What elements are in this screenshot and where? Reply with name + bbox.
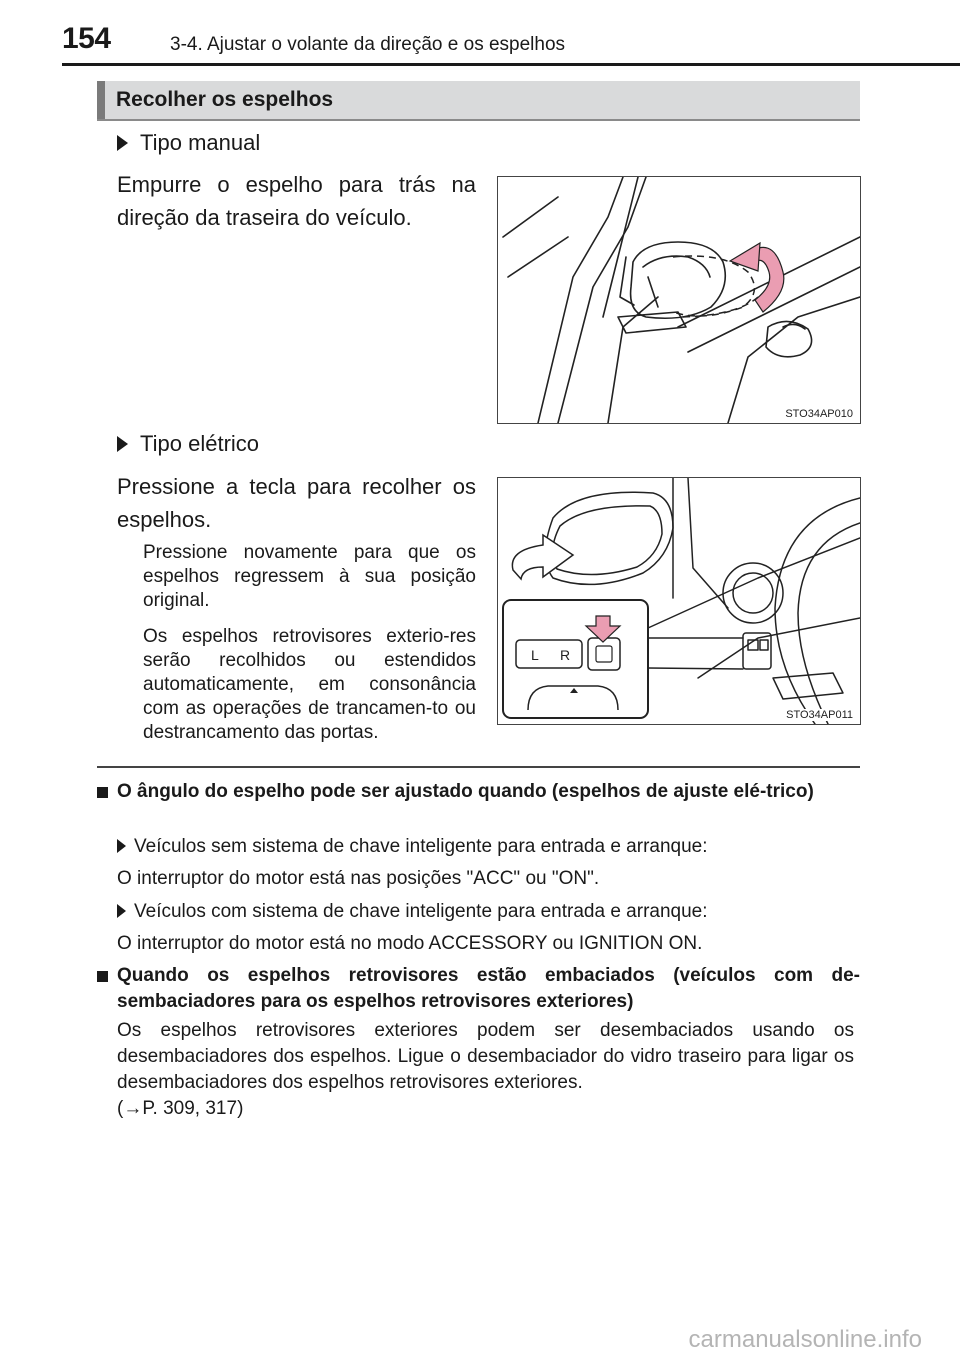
angle-text-no-smartkey: O interruptor do motor está nas posições "ACC" ou "ON". (117, 868, 600, 889)
angle-heading: O ângulo do espelho pode ser ajustado quando (espelhos de ajuste elé-trico) (117, 781, 814, 802)
mirror-fold-illustration (498, 177, 860, 423)
triangle-bullet-icon (117, 839, 126, 853)
page-number: 154 (62, 22, 111, 55)
angle-sub-no-smartkey: Veículos sem sistema de chave inteligente para entrada e arranque: (117, 834, 708, 860)
chapter-title: 3-4. Ajustar o volante da direção e os espelhos (170, 34, 566, 55)
angle-text-smartkey: O interruptor do motor está no modo ACCESSORY ou IGNITION ON. (117, 933, 703, 954)
square-bullet-icon (97, 787, 108, 798)
figure-code: STO34AP010 (785, 408, 853, 420)
fog-page-reference: (→P. 309, 317) (117, 1098, 244, 1119)
triangle-bullet-icon (117, 436, 128, 452)
bullet-manual-label: Tipo manual (140, 130, 261, 155)
figure-electric-switch (497, 477, 861, 725)
manual-instruction: Empurre o espelho para trás na direção da traseira do veículo. (117, 172, 476, 230)
section-header (97, 81, 860, 121)
electric-instruction: Pressione a tecla para recolher os espelhos. (117, 474, 476, 532)
fog-text: Os espelhos retrovisores exteriores podem ser desembaciados usando os desembaciadores dos espelhos. Ligue o desembaciador do vidro traseiro para ligar os desembaciadores dos espelhos retrovisores exteriores. (117, 1020, 854, 1093)
watermark: carmanualsonline.info (688, 1326, 922, 1353)
triangle-bullet-icon (117, 135, 128, 151)
switch-label-left: L (531, 647, 539, 663)
bullet-manual (117, 130, 260, 156)
bullet-electric (117, 431, 259, 457)
angle-sub-smartkey: Veículos com sistema de chave inteligente para entrada e arranque: (117, 899, 708, 925)
bullet-electric-label: Tipo elétrico (140, 431, 260, 456)
section-title: Recolher os espelhos (116, 88, 334, 111)
figure-code: STO34AP011 (786, 709, 853, 721)
section-divider (97, 766, 860, 768)
electric-note-return: Pressione novamente para que os espelhos regressem à sua posição original. (143, 542, 476, 611)
section-marker (97, 81, 105, 119)
mirror-switch-illustration (498, 478, 860, 724)
switch-label-right: R (560, 647, 571, 663)
header-rule (62, 63, 960, 66)
square-bullet-icon (97, 971, 108, 982)
triangle-bullet-icon (117, 904, 126, 918)
figure-manual-fold (497, 176, 861, 424)
electric-note-auto: Os espelhos retrovisores exterio-res serão recolhidos ou estendidos automaticamente, em consonância com as operações de trancamen-to ou destrancamento das portas. (143, 626, 476, 743)
fog-heading: Quando os espelhos retrovisores estão embaciados (veículos com de-sembaciadores para os espelhos retrovisores exteriores) (117, 965, 860, 1012)
